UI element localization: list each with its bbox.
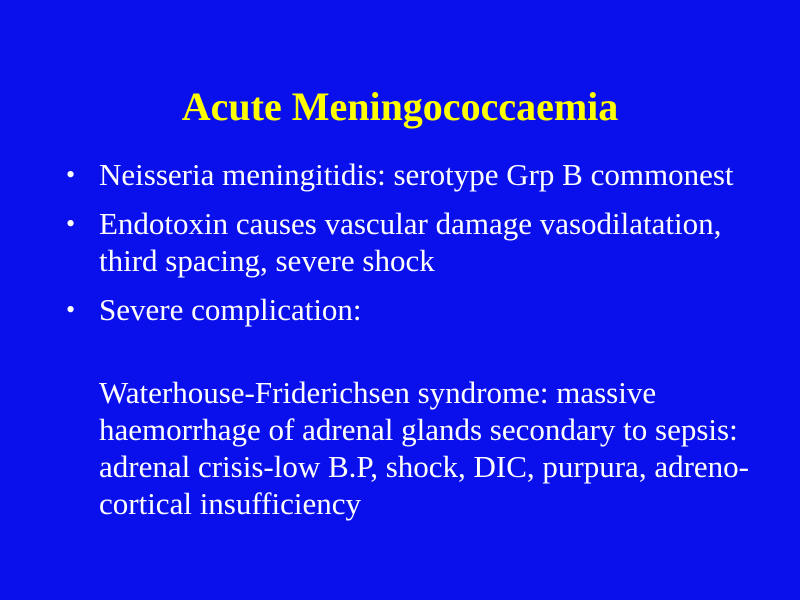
bullet-text: Severe complication:	[99, 292, 362, 327]
bullet-list	[66, 156, 766, 340]
bullet-dot-icon: •	[66, 295, 76, 324]
bullet-text: Endotoxin causes vascular damage vasodilatation, third spacing, severe shock	[99, 206, 722, 278]
bullet-dot-icon: •	[66, 209, 76, 238]
slide-title: Acute Meningococcaemia	[181, 84, 619, 129]
bullet-text: Neisseria meningitidis: serotype Grp B commonest	[99, 157, 734, 192]
bullet-dot-icon: •	[66, 160, 76, 189]
complication-detail: Waterhouse-Friderichsen syndrome: massive haemorrhage of adrenal glands secondary to sepsis: adrenal crisis-low B.P, shock, DIC, purpura, adreno-cortical insufficiency	[99, 375, 749, 521]
bullet-item	[66, 156, 766, 193]
bullet-item	[66, 205, 766, 279]
bullet-item	[66, 291, 766, 328]
